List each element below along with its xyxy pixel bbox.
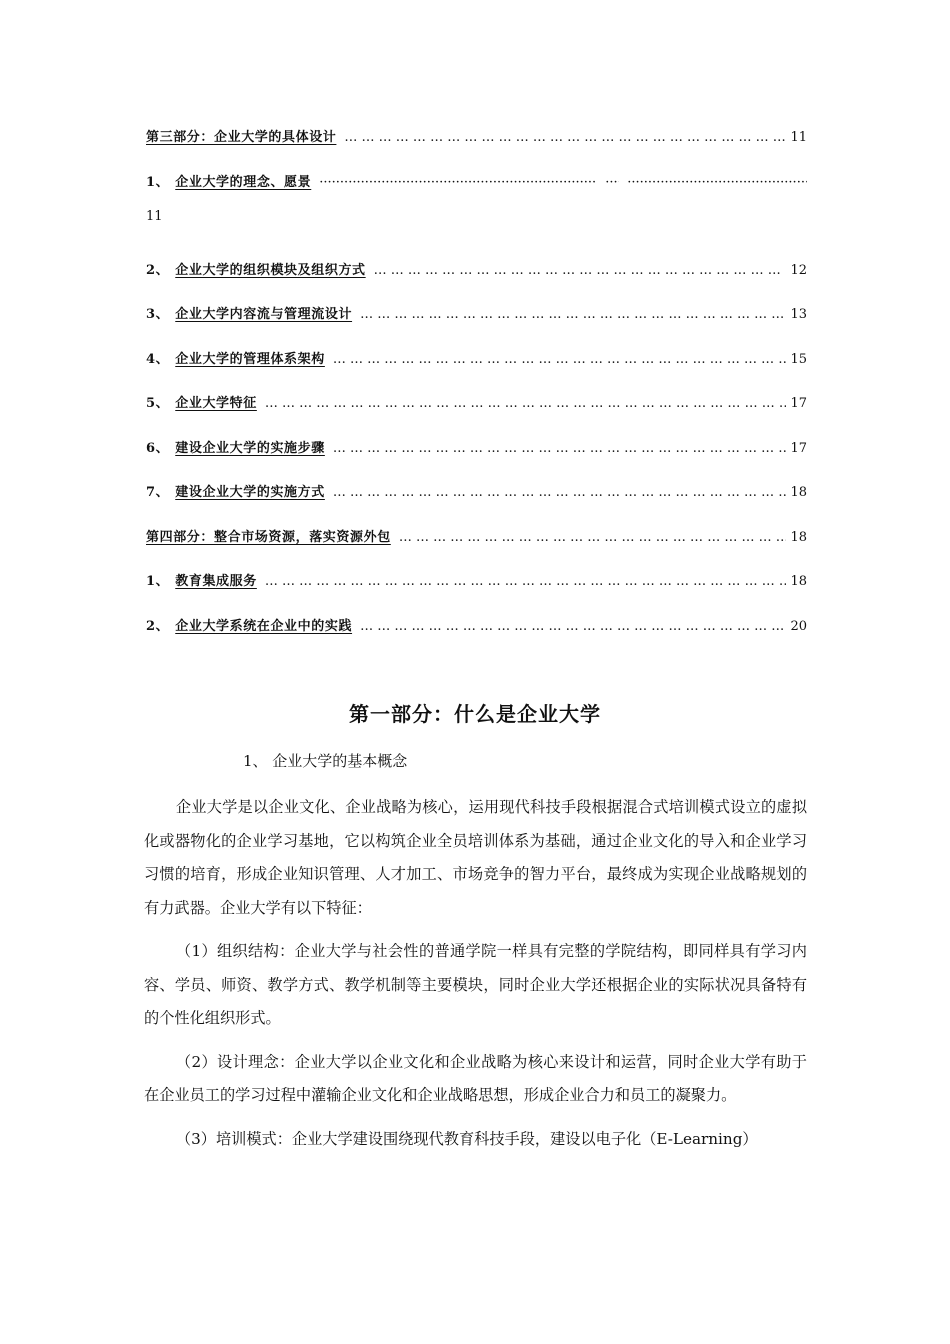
- paragraph: （2）设计理念：企业大学以企业文化和企业战略为核心来设计和运营，同时企业大学有助于在企业员工的学习过程中灌输企业文化和企业战略思想，形成企业合力和员工的凝聚力。: [144, 1052, 807, 1104]
- toc-leader: [399, 530, 787, 545]
- toc-entry[interactable]: [146, 526, 807, 571]
- toc-page-number: 18: [790, 529, 807, 545]
- toc-leader: [333, 485, 787, 500]
- toc-leader: [319, 175, 597, 190]
- toc-leader: [265, 396, 787, 411]
- toc-page-number: 11: [790, 130, 807, 145]
- toc-entry-title: 企业大学的管理体系架构: [175, 351, 325, 367]
- section-title: 第一部分：什么是企业大学: [349, 702, 601, 726]
- toc-page-number: 15: [790, 351, 807, 367]
- toc-page-number: 18: [790, 574, 807, 589]
- toc-entry-number: 1、: [146, 574, 170, 589]
- toc-leader: [344, 130, 786, 145]
- toc-entry-title: 建设企业大学的实施步骤: [175, 440, 325, 456]
- toc-entry[interactable]: [146, 615, 807, 660]
- toc-entry-title: 教育集成服务: [175, 574, 257, 589]
- body-text: [144, 791, 807, 1156]
- toc-entry-title: 第四部分：整合市场资源，落实资源外包: [146, 529, 391, 545]
- toc-entry[interactable]: [146, 171, 807, 209]
- toc-leader: [627, 175, 807, 190]
- toc-entry-title: 建设企业大学的实施方式: [175, 485, 325, 500]
- toc-leader: [605, 175, 619, 190]
- toc-leader: [265, 574, 787, 589]
- toc-entry-title: 企业大学系统在企业中的实践: [175, 618, 353, 634]
- toc-page-number: 17: [790, 396, 807, 411]
- toc-entry-number: 7、: [146, 485, 170, 500]
- toc-leader: [333, 441, 787, 456]
- toc-page-number: 12: [790, 262, 807, 278]
- toc-leader: [360, 619, 786, 634]
- toc-entry-title: 企业大学的组织模块及组织方式: [175, 262, 366, 278]
- toc-entry[interactable]: [146, 348, 807, 393]
- toc-entry[interactable]: [146, 259, 807, 304]
- toc-entry[interactable]: [146, 481, 807, 526]
- toc-page-number: 13: [790, 307, 807, 322]
- toc-entry-number: 2、: [146, 262, 170, 278]
- toc-entry[interactable]: [146, 437, 807, 482]
- toc-page-number: 18: [790, 485, 807, 500]
- toc-page-number: 20: [790, 618, 807, 634]
- toc-entry-title: 企业大学特征: [175, 396, 257, 411]
- toc-entry-number: 6、: [146, 440, 170, 456]
- paragraph: （1）组织结构：企业大学与社会性的普通学院一样具有完整的学院结构，即同样具有学习内容、学员、师资、教学方式、教学机制等主要模块，同时企业大学还根据企业的实际状况具备特有的个性化组织形式。: [144, 942, 807, 1027]
- toc-entry-number: 2、: [146, 618, 170, 634]
- toc-entry-number: 3、: [146, 307, 170, 322]
- subsection-heading: 1、 企业大学的基本概念: [243, 752, 408, 770]
- toc-leader: [374, 263, 787, 278]
- toc-page-number: 17: [790, 440, 807, 456]
- toc-entry[interactable]: [146, 570, 807, 615]
- toc-leader: [360, 307, 786, 322]
- table-of-contents: [146, 126, 807, 659]
- toc-entry-number: 4、: [146, 351, 170, 367]
- toc-entry[interactable]: [146, 126, 807, 171]
- toc-entry-title: 第三部分：企业大学的具体设计: [146, 130, 337, 145]
- toc-page-number-wrapped: 11: [146, 208, 163, 224]
- paragraph: 企业大学是以企业文化、企业战略为核心，运用现代科技手段根据混合式培训模式设立的虚拟化或器物化的企业学习基地，它以构筑企业全员培训体系为基础，通过企业文化的导入和企业学习习惯的培育，形成企业知识管理、人才加工、市场竞争的智力平台，最终成为实现企业战略规划的有力武器。企业大学有以下特征：: [144, 798, 807, 917]
- paragraph: （3）培训模式：企业大学建设围绕现代教育科技手段，建设以电子化（E-Learning）: [175, 1129, 758, 1148]
- toc-entry[interactable]: [146, 303, 807, 348]
- toc-entry-title: 企业大学的理念、愿景: [175, 174, 312, 190]
- toc-leader: [333, 352, 787, 367]
- toc-entry[interactable]: [146, 392, 807, 437]
- toc-entry-title: 企业大学内容流与管理流设计: [175, 307, 353, 322]
- toc-entry-number: 5、: [146, 396, 170, 411]
- toc-entry-number: 1、: [146, 174, 170, 190]
